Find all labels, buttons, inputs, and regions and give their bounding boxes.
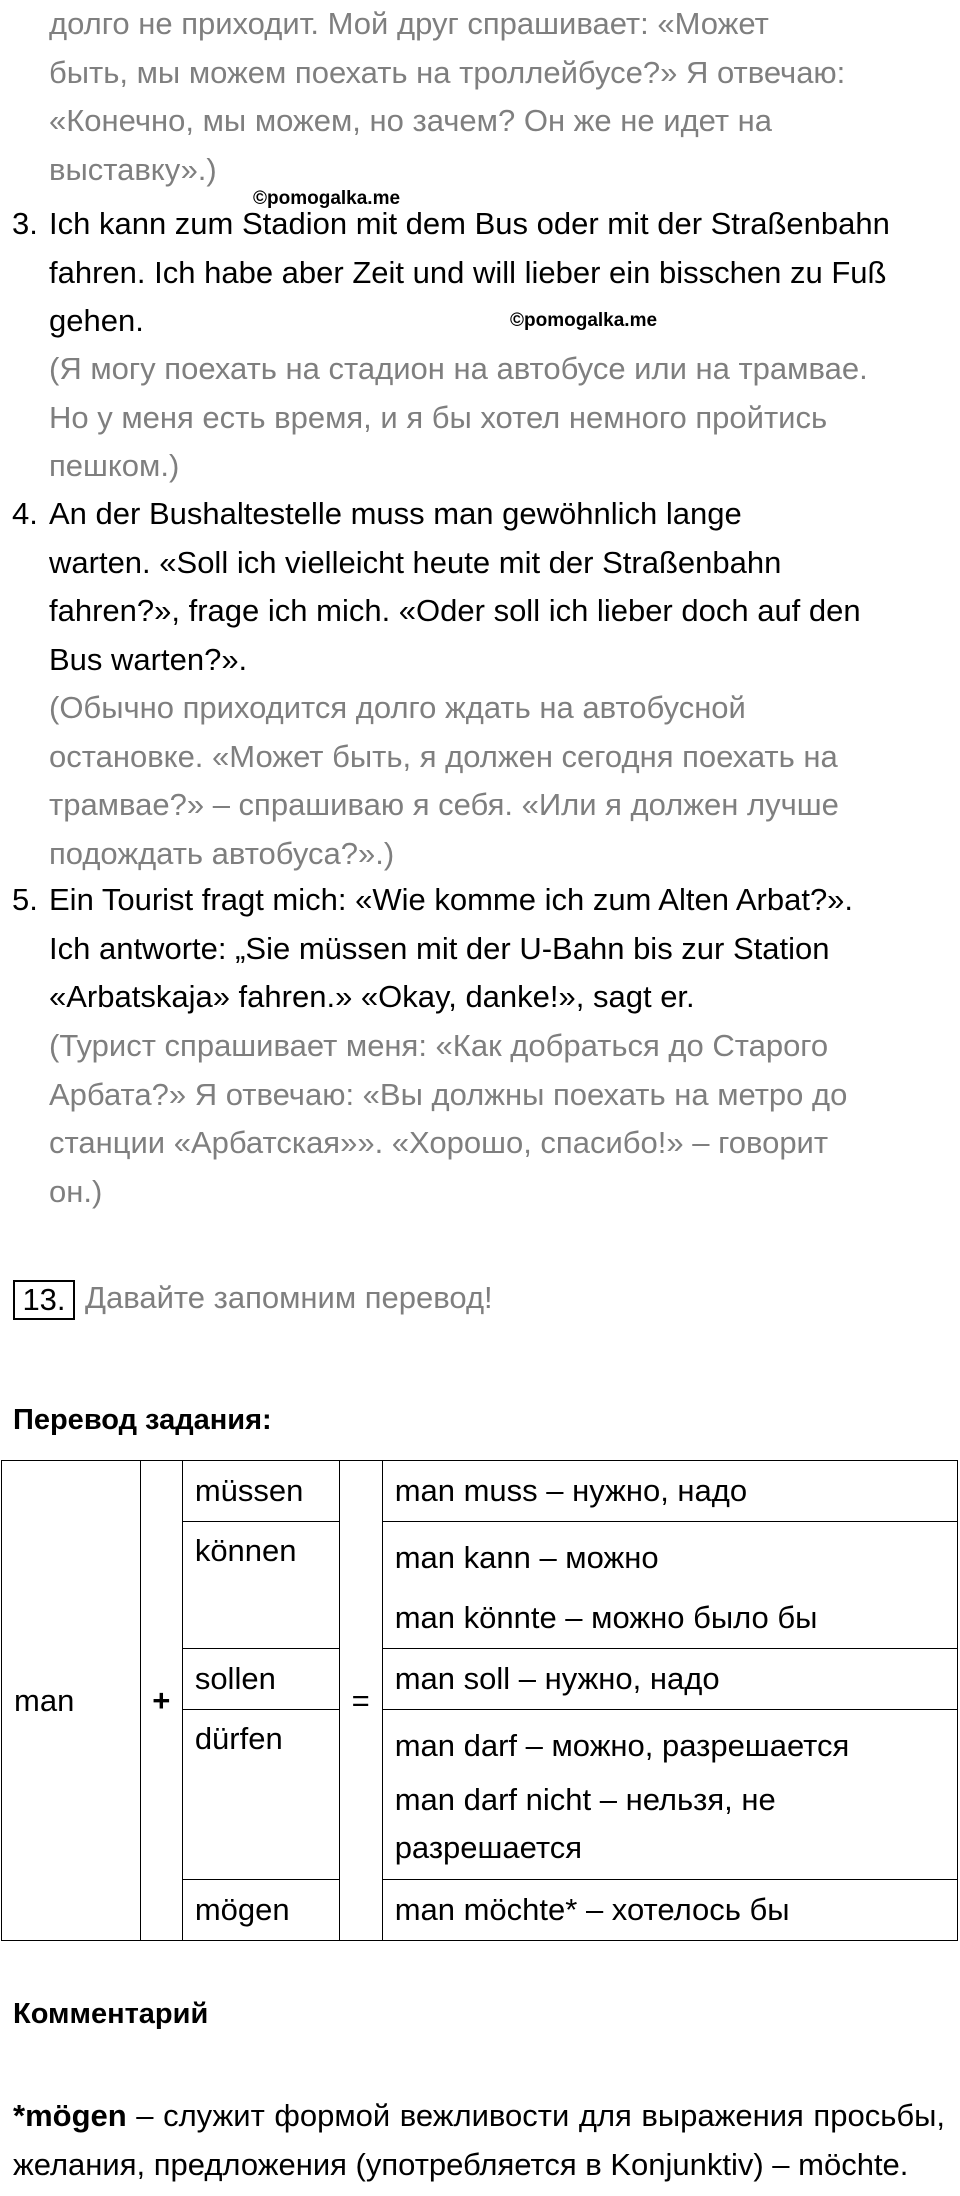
ru-line: трамвае?» – спрашиваю я себя. «Или я должен лучше [49, 787, 839, 822]
de-line: gehen. [49, 303, 144, 338]
meaning-line: man darf – можно, разрешается [394, 1728, 850, 1763]
meaning-line: man darf nicht – нельзя, не разрешается [394, 1782, 776, 1865]
verb-cell: mögen [182, 1880, 339, 1941]
translation-heading: Перевод задания: [13, 1404, 272, 1436]
continuation-paragraph [49, 0, 945, 194]
ru-line: остановке. «Может быть, я должен сегодня поехать на [49, 738, 838, 774]
continuation-line: «Конечно, мы можем, но зачем? Он же не идет на [49, 103, 773, 138]
item-ru-text [49, 345, 945, 491]
item-number: 3. [12, 206, 38, 241]
meaning-cell: man soll – нужно, надо [382, 1649, 957, 1710]
verb-cell: sollen [182, 1649, 339, 1710]
meaning-line: man könnte – можно было бы [394, 1600, 818, 1635]
ru-line: подождать автобуса?».) [49, 835, 395, 871]
ru-line: (Турист спрашивает меня: «Как добраться до Старого [49, 1028, 829, 1063]
task-instruction: Давайте запомним перевод! [85, 1280, 493, 1315]
continuation-line: долго не приходит. Мой друг спрашивает: «Может [49, 6, 769, 41]
item-ru-text [49, 1022, 945, 1216]
comment-term: *mögen [13, 2098, 127, 2133]
watermark: ©pomogalka.me [253, 188, 401, 209]
item-ru-text [49, 684, 945, 878]
task-number-box: 13. [13, 1280, 75, 1320]
de-line: Ich antworte: „Sie müssen mit der U-Bahn bis zur Station [49, 930, 830, 966]
ru-line: Но у меня есть время, и я бы хотел немного пройтись [49, 399, 828, 435]
comment-text [13, 2092, 945, 2189]
continuation-line: быть, мы можем поехать на троллейбусе?» Я отвечаю: [49, 54, 846, 90]
ru-line: Арбата?» Я отвечаю: «Вы должны поехать на метро до [49, 1076, 848, 1112]
ru-line: он.) [49, 1173, 103, 1209]
de-line: fahren. Ich habe aber Zeit und will lieber ein bisschen zu Fuß [49, 254, 887, 290]
item-de-text [49, 200, 945, 346]
ru-line: станции «Арбатская»». «Хорошо, спасибо!» – говорит [49, 1125, 829, 1160]
plus-sign: + [140, 1461, 182, 1941]
meaning-cell [382, 1522, 957, 1649]
item-number: 4. [12, 496, 38, 531]
verb-cell: dürfen [182, 1710, 339, 1880]
de-line: fahren?», frage ich mich. «Oder soll ich lieber doch auf den [49, 593, 861, 628]
watermark: ©pomogalka.me [510, 310, 658, 331]
meaning-cell: man möchte* – хотелось бы [382, 1880, 957, 1941]
comment-body: – служит формой вежливости для выражения просьбы, желания, предложения (употребляется в Konjunktiv) – möchte. [13, 2098, 945, 2182]
de-line: Ich kann zum Stadion mit dem Bus oder mit der Straßenbahn [49, 206, 890, 241]
ru-line: (Обычно приходится долго ждать на автобусной [49, 690, 746, 725]
ru-line: (Я могу поехать на стадион на автобусе или на трамвае. [49, 351, 868, 386]
de-line: An der Bushaltestelle muss man gewöhnlich lange [49, 496, 742, 531]
comment-heading: Комментарий [13, 1998, 209, 2030]
modal-verbs-table [1, 1460, 958, 1941]
item-de-text [49, 876, 945, 1022]
de-line: warten. «Soll ich vielleicht heute mit der Straßenbahn [49, 544, 782, 580]
verb-cell: müssen [182, 1461, 339, 1522]
de-line: Bus warten?». [49, 641, 248, 677]
ru-line: пешком.) [49, 448, 180, 483]
equals-sign: = [339, 1461, 382, 1941]
meaning-cell [382, 1710, 957, 1880]
subject-cell: man [2, 1461, 141, 1941]
meaning-line: man kann – можно [394, 1540, 659, 1575]
verb-cell: können [182, 1522, 339, 1649]
continuation-line: выставку».) [49, 151, 217, 187]
item-de-text [49, 490, 945, 684]
item-number: 5. [12, 882, 38, 917]
de-line: «Arbatskaja» fahren.» «Okay, danke!», sagt er. [49, 979, 695, 1014]
de-line: Ein Tourist fragt mich: «Wie komme ich zum Alten Arbat?». [49, 882, 854, 917]
meaning-cell: man muss – нужно, надо [382, 1461, 957, 1522]
